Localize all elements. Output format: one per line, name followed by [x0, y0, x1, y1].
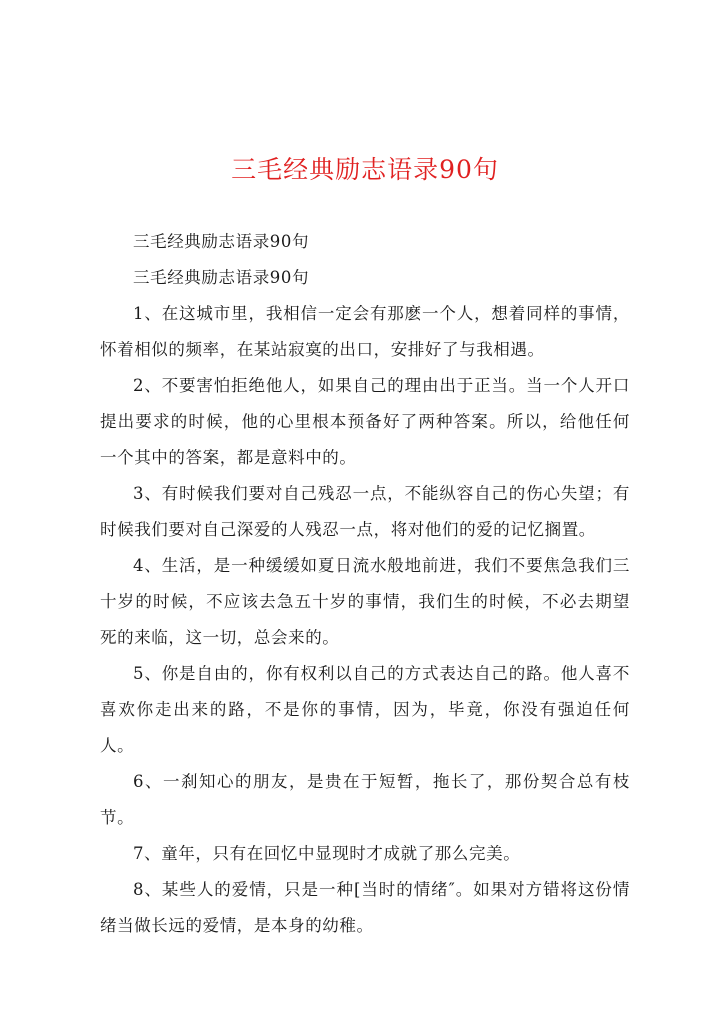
quote-paragraph: 4、生活，是一种缓缓如夏日流水般地前进，我们不要焦急我们三十岁的时候，不应该去急五十岁的事情，我们生的时候，不必去期望死的来临，这一切，总会来的。 [100, 556, 630, 647]
quote-paragraph: 6、一刹知心的朋友，是贵在于短暂，拖长了，那份契合总有枝节。 [100, 772, 630, 827]
quote-paragraph: 8、某些人的爱情，只是一种[当时的情绪″。如果对方错将这份情绪当做长远的爱情，是本身的幼稚。 [100, 880, 630, 935]
subtitle-line: 三毛经典励志语录90句 [133, 232, 310, 251]
subtitle-line: 三毛经典励志语录90句 [133, 268, 310, 287]
quote-paragraph: 7、童年，只有在回忆中显现时才成就了那么完美。 [133, 844, 521, 863]
quote-paragraph: 3、有时候我们要对自己残忍一点，不能纵容自己的伤心失望；有时候我们要对自己深爱的人残忍一点，将对他们的爱的记忆搁置。 [100, 484, 630, 539]
quote-paragraph: 5、你是自由的，你有权利以自己的方式表达自己的路。他人喜不喜欢你走出来的路，不是你的事情，因为，毕竟，你没有强迫任何人。 [100, 664, 630, 755]
quote-paragraph: 1、在这城市里，我相信一定会有那麽一个人，想着同样的事情，怀着相似的频率，在某站寂寞的出口，安排好了与我相遇。 [100, 304, 630, 359]
document-title: 三毛经典励志语录90句 [231, 155, 499, 184]
quote-paragraph: 2、不要害怕拒绝他人，如果自己的理由出于正当。当一个人开口提出要求的时候，他的心里根本预备好了两种答案。所以，给他任何一个其中的答案，都是意料中的。 [100, 376, 630, 467]
